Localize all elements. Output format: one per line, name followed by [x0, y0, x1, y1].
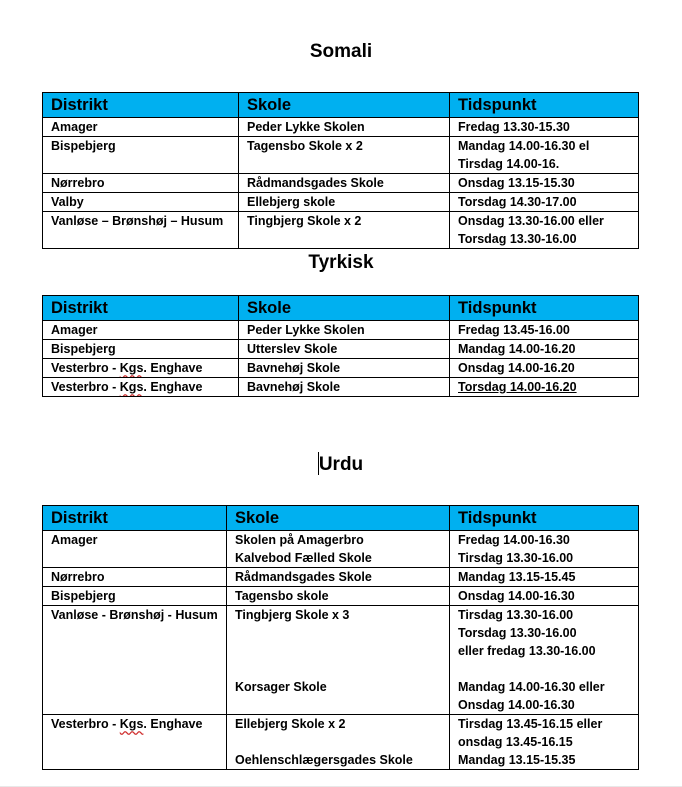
table-row	[43, 340, 639, 359]
text-cursor	[318, 452, 319, 475]
time-line: Tirsdag 13.45-16.15 eller	[458, 717, 603, 731]
header-time: Tidspunkt	[450, 296, 639, 321]
time-cell: Onsdag 14.00-16.30	[450, 587, 639, 606]
time-cell: Onsdag 14.00-16.20	[450, 359, 639, 378]
blank-line	[235, 733, 449, 751]
school-line: Tingbjerg Skole x 3	[235, 608, 350, 622]
district-cell: Amager	[43, 321, 239, 340]
time-cell: Mandag 13.15-15.45	[450, 568, 639, 587]
blank-line	[458, 660, 638, 678]
table-row	[43, 359, 639, 378]
time-line: Mandag 14.00-16.30 eller	[458, 680, 605, 694]
school-cell: Tagensbo Skole x 2	[239, 137, 450, 174]
school-cell: Peder Lykke Skolen	[239, 321, 450, 340]
school-cell	[227, 606, 450, 715]
district-cell: Nørrebro	[43, 174, 239, 193]
school-line: Korsager Skole	[235, 680, 327, 694]
tyrkisk-heading: Tyrkisk	[308, 252, 374, 273]
time-line: eller fredag 13.30-16.00	[458, 644, 596, 658]
district-cell	[43, 378, 239, 397]
header-time: Tidspunkt	[450, 506, 639, 531]
table-header-row	[43, 506, 639, 531]
time-line: Tirsdag 13.30-16.00	[458, 608, 574, 622]
school-cell: Tagensbo skole	[227, 587, 450, 606]
table-row	[43, 378, 639, 397]
school-cell: Tingbjerg Skole x 2	[239, 212, 450, 249]
table-row	[43, 118, 639, 137]
blank-line	[235, 624, 449, 642]
time-cell	[450, 715, 639, 770]
school-cell: Rådmandsgades Skole	[227, 568, 450, 587]
school-cell: Ellebjerg skole	[239, 193, 450, 212]
district-part: Vesterbro -	[51, 717, 120, 731]
time-cell	[450, 212, 639, 249]
school-cell: Rådmandsgades Skole	[239, 174, 450, 193]
school-line: Ellebjerg Skole x 2	[235, 717, 346, 731]
header-school: Skole	[239, 296, 450, 321]
district-part: . Enghave	[143, 361, 203, 375]
blank-line	[235, 696, 449, 714]
district-cell: Bispebjerg	[43, 137, 239, 174]
header-district: Distrikt	[43, 506, 227, 531]
time-line: Tirsdag 13.30-16.00	[458, 551, 574, 565]
time-cell	[450, 378, 639, 397]
time-cell	[450, 531, 639, 568]
blank-line	[235, 642, 449, 660]
header-school: Skole	[239, 93, 450, 118]
district-cell: Amager	[43, 118, 239, 137]
time-cell: Torsdag 14.30-17.00	[450, 193, 639, 212]
school-cell: Peder Lykke Skolen	[239, 118, 450, 137]
district-cell: Vanløse - Brønshøj - Husum	[43, 606, 227, 715]
time-cell: Fredag 13.30-15.30	[450, 118, 639, 137]
tyrkisk-table	[42, 295, 639, 397]
time-line: Mandag 13.15-15.35	[458, 753, 576, 767]
spellcheck-word[interactable]: Kgs	[119, 717, 144, 731]
school-cell: Utterslev Skole	[239, 340, 450, 359]
time-line: Onsdag 14.00-16.30	[458, 698, 575, 712]
school-cell: Bavnehøj Skole	[239, 359, 450, 378]
urdu-table	[42, 505, 639, 770]
district-cell	[43, 715, 227, 770]
time-line: Torsdag 13.30-16.00	[458, 626, 577, 640]
school-line: Kalvebod Fælled Skole	[235, 551, 372, 565]
table-row	[43, 212, 639, 249]
table-row	[43, 174, 639, 193]
time-cell	[450, 137, 639, 174]
district-part: Vesterbro -	[51, 361, 120, 375]
time-line: Tirsdag 14.00-16.	[458, 157, 560, 171]
table-header-row	[43, 296, 639, 321]
school-line: Oehlenschlægersgades Skole	[235, 753, 413, 767]
time-line: Mandag 14.00-16.30 el	[458, 139, 590, 153]
time-line: Onsdag 13.30-16.00 eller	[458, 214, 604, 228]
spellcheck-word[interactable]: Kgs	[119, 361, 144, 375]
time-line: Fredag 14.00-16.30	[458, 533, 570, 547]
school-cell	[227, 531, 450, 568]
header-district: Distrikt	[43, 296, 239, 321]
time-line: onsdag 13.45-16.15	[458, 735, 573, 749]
table-row	[43, 137, 639, 174]
district-cell: Bispebjerg	[43, 587, 227, 606]
school-cell: Bavnehøj Skole	[239, 378, 450, 397]
district-cell: Bispebjerg	[43, 340, 239, 359]
district-part: . Enghave	[143, 380, 203, 394]
district-cell: Vanløse – Brønshøj – Husum	[43, 212, 239, 249]
table-row	[43, 606, 639, 715]
time-cell	[450, 606, 639, 715]
school-line: Skolen på Amagerbro	[235, 533, 364, 547]
somali-heading: Somali	[309, 41, 373, 62]
district-cell: Nørrebro	[43, 568, 227, 587]
somali-table	[42, 92, 639, 249]
district-part: . Enghave	[143, 717, 203, 731]
district-cell	[43, 359, 239, 378]
spellcheck-word[interactable]: Kgs	[119, 380, 144, 394]
school-cell	[227, 715, 450, 770]
district-part: Vesterbro -	[51, 380, 120, 394]
table-row	[43, 715, 639, 770]
table-row	[43, 321, 639, 340]
blank-line	[235, 660, 449, 678]
table-row	[43, 531, 639, 568]
table-row	[43, 587, 639, 606]
table-row	[43, 193, 639, 212]
time-text: Torsdag 14.00-16.20	[458, 380, 577, 394]
table-header-row	[43, 93, 639, 118]
header-district: Distrikt	[43, 93, 239, 118]
time-cell: Onsdag 13.15-15.30	[450, 174, 639, 193]
district-cell: Amager	[43, 531, 227, 568]
table-row	[43, 568, 639, 587]
urdu-heading: Urdu	[318, 454, 364, 475]
time-cell: Mandag 14.00-16.20	[450, 340, 639, 359]
time-cell: Fredag 13.45-16.00	[450, 321, 639, 340]
header-school: Skole	[227, 506, 450, 531]
district-cell: Valby	[43, 193, 239, 212]
time-line: Torsdag 13.30-16.00	[458, 232, 577, 246]
header-time: Tidspunkt	[450, 93, 639, 118]
